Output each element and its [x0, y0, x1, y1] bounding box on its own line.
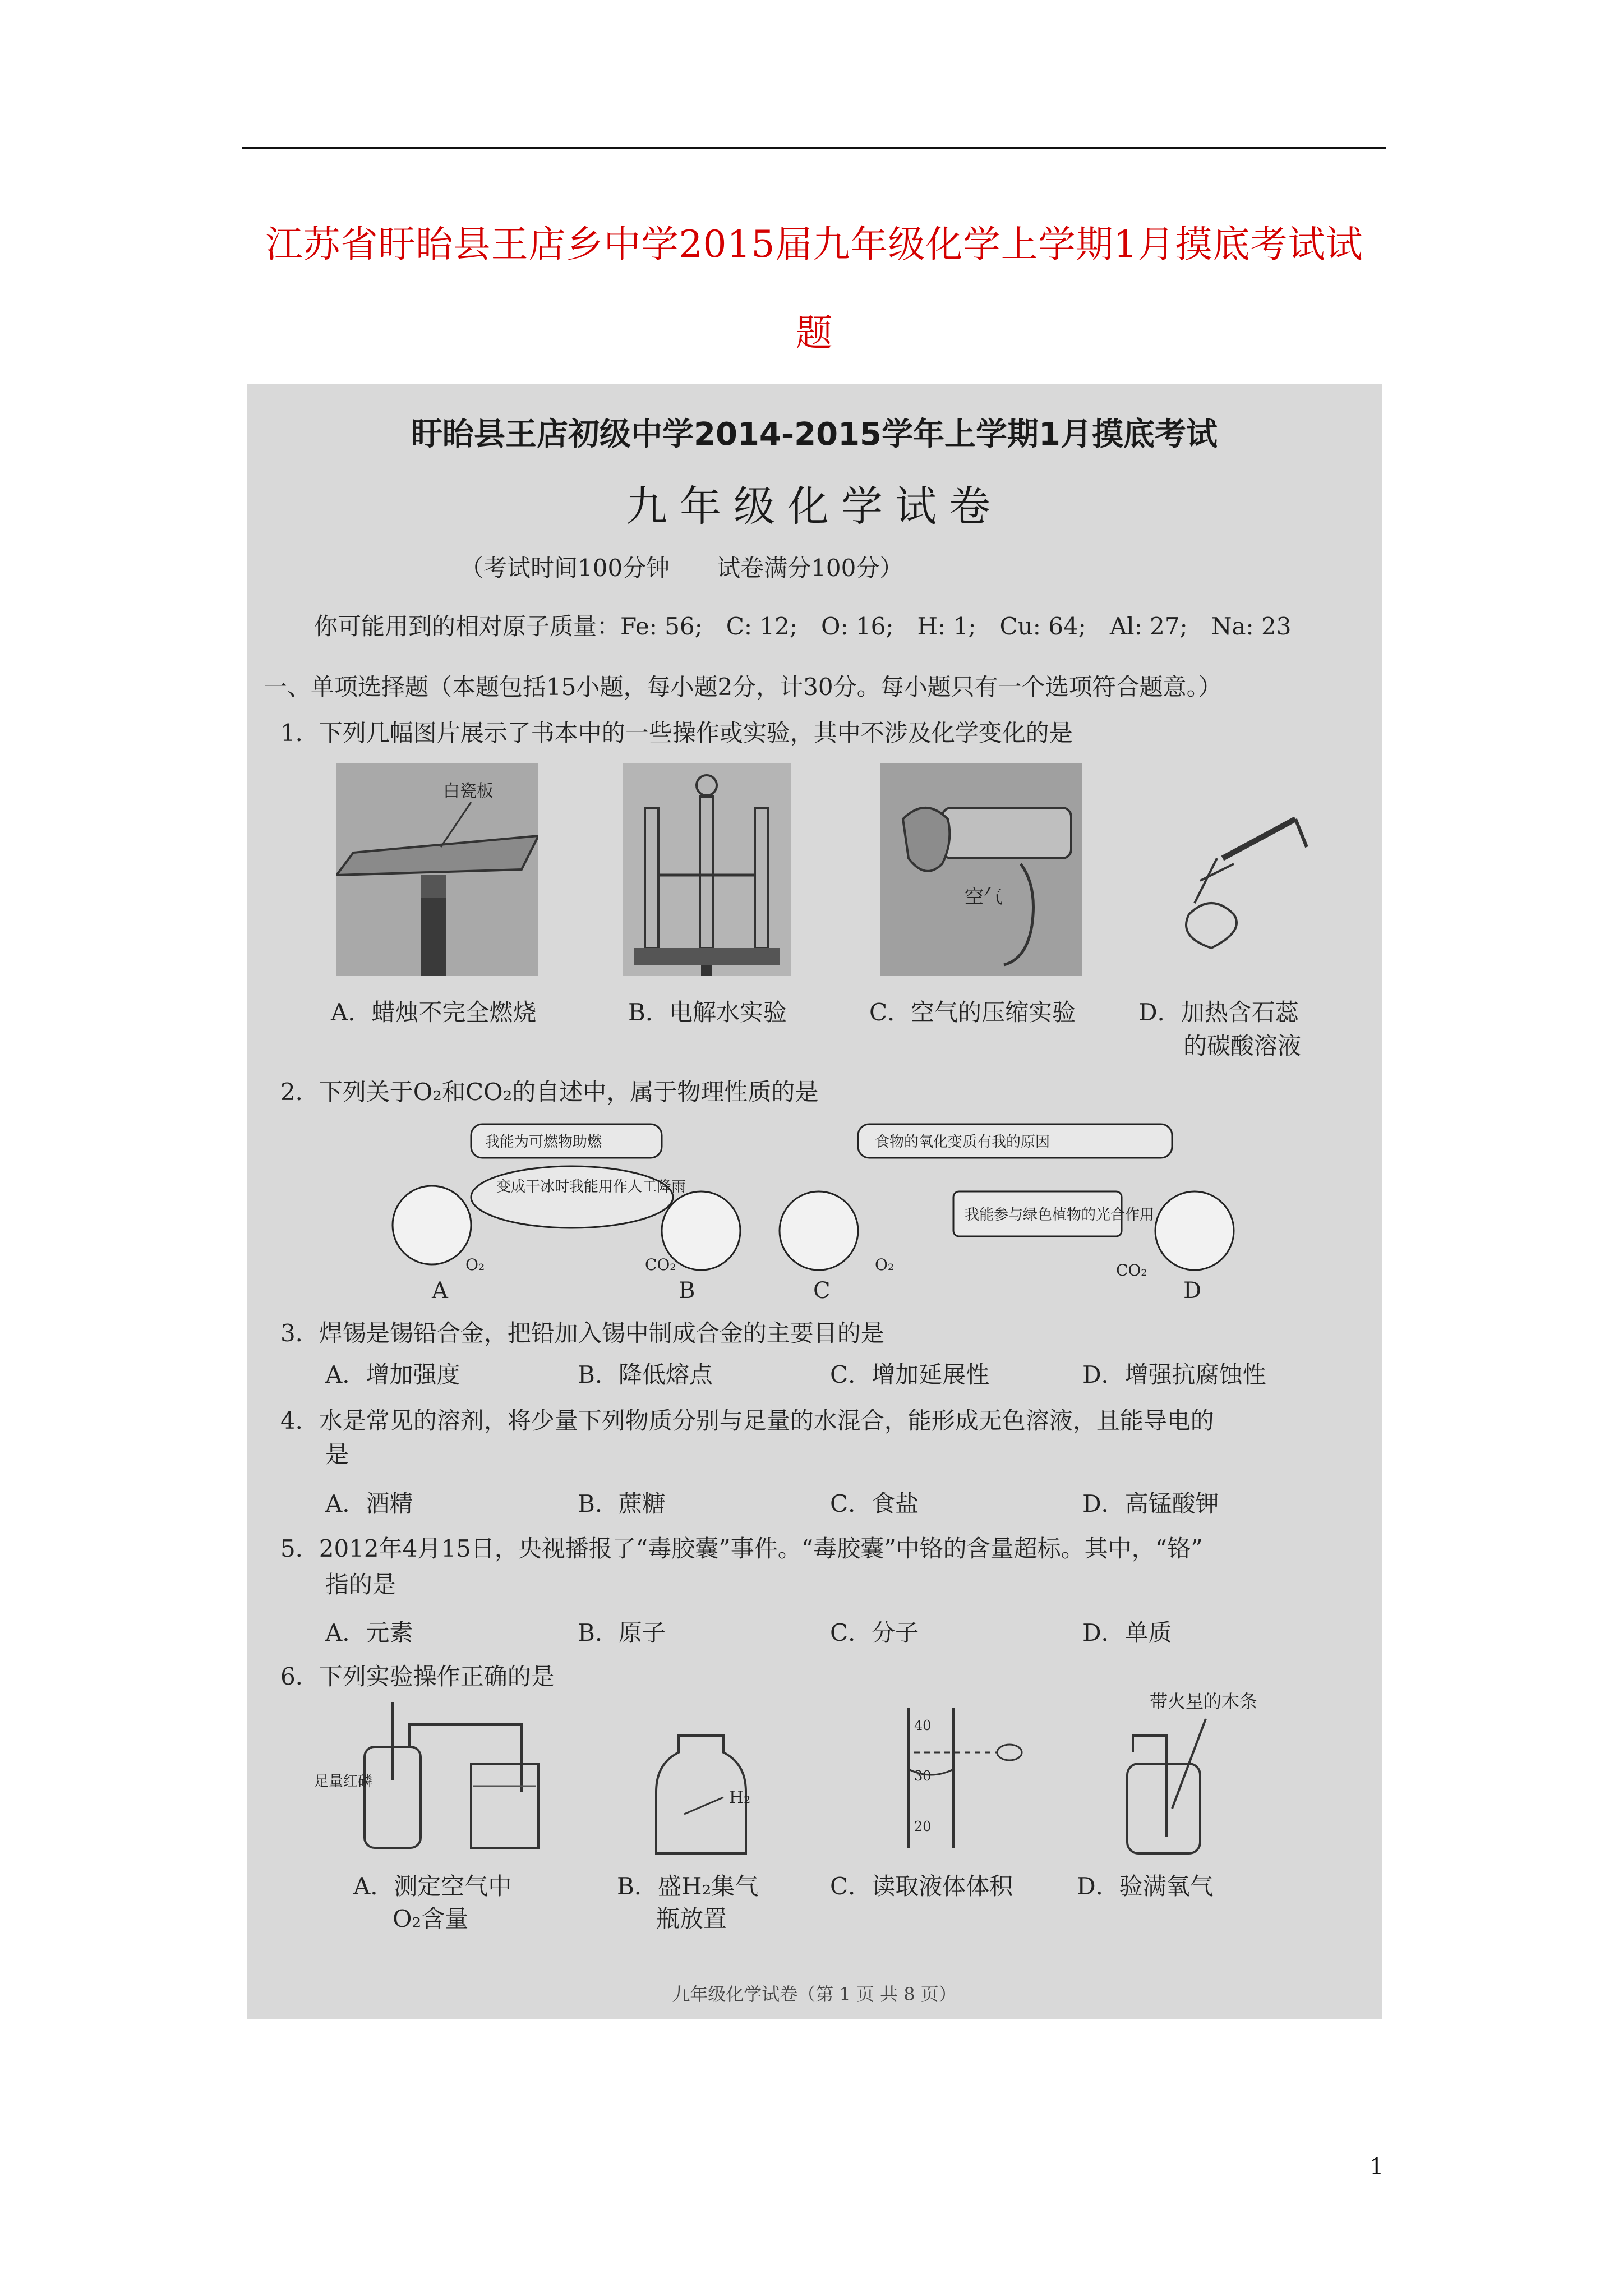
q5-option-b: B．原子: [578, 1619, 666, 1646]
q2-label-c: C: [813, 1278, 831, 1304]
atomic-masses: 你可能用到的相对原子质量：Fe: 56; C: 12; O: 16; H: 1; Cu: 64; Al: 27; Na: 23: [314, 613, 1292, 640]
question-6-stem: 6．下列实验操作正确的是: [280, 1663, 555, 1690]
q2-figure: [387, 1119, 1312, 1304]
q2-bubble-d: 我能参与绿色植物的光合作用: [965, 1207, 1155, 1223]
question-4-stem: 4．水是常见的溶剂，将少量下列物质分别与足量的水混合，能形成无色溶液，且能导电的: [280, 1407, 1214, 1434]
q3-option-a: A．增加强度: [325, 1361, 460, 1388]
scan-footer: 九年级化学试卷（第 1 页 共 8 页）: [672, 1984, 957, 2005]
q2-o2-c: O₂: [875, 1255, 895, 1274]
q2-bubble-c: 食物的氧化变质有我的原因: [875, 1134, 1050, 1151]
q5-option-c: C．分子: [830, 1619, 919, 1646]
q3-option-d: D．增强抗腐蚀性: [1082, 1361, 1266, 1388]
school-line: 盱眙县王店初级中学2014-2015学年上学期1月摸底考试: [411, 416, 1218, 453]
header-rule: [242, 147, 1386, 149]
question-2-stem: 2．下列关于O₂和CO₂的自述中，属于物理性质的是: [280, 1078, 819, 1106]
document-title: 江苏省盱眙县王店乡中学2015届九年级化学上学期1月摸底考试试: [265, 223, 1363, 266]
q1-fig-a-label: 白瓷板: [443, 781, 494, 801]
paper-title: 九年级化学试卷: [626, 482, 1003, 531]
q6-option-b-cont: 瓶放置: [656, 1905, 727, 1932]
question-1-stem: 1．下列几幅图片展示了书本中的一些操作或实验，其中不涉及化学变化的是: [280, 719, 1073, 747]
q6-figure-c: [875, 1708, 1043, 1853]
q2-bubble-b: 变成干冰时我能用作人工降雨: [496, 1179, 686, 1195]
q5-option-a: A．元素: [325, 1619, 413, 1646]
q6-figure-a: [303, 1691, 544, 1859]
q1-option-b: B．电解水实验: [628, 999, 787, 1026]
q2-co2-b: CO₂: [645, 1255, 676, 1274]
q4-option-a: A．酒精: [325, 1490, 413, 1517]
question-3-stem: 3．焊锡是锡铅合金，把铅加入锡中制成合金的主要目的是: [280, 1319, 884, 1347]
q4-option-c: C．食盐: [830, 1490, 919, 1517]
q6-fig-a-label: 足量红磷: [314, 1773, 373, 1790]
q1-figure-d: [1178, 797, 1312, 976]
q6-option-b: B．盛H₂集气: [617, 1872, 759, 1900]
q1-figure-b: [623, 763, 791, 976]
q6-option-d: D．验满氧气: [1077, 1872, 1214, 1900]
page-number: 1: [1370, 2154, 1384, 2180]
q6-fig-b-label: H₂: [729, 1788, 751, 1807]
q1-figure-c: [880, 763, 1082, 976]
q2-o2-a: O₂: [465, 1255, 485, 1274]
scanned-exam-page: [247, 384, 1382, 2019]
question-5-stem-cont: 指的是: [325, 1571, 396, 1598]
q6-tick-30: 30: [914, 1768, 932, 1784]
exam-info: （考试时间100分钟 试卷满分100分）: [460, 554, 903, 582]
q2-label-d: D: [1183, 1278, 1202, 1304]
q2-label-b: B: [679, 1278, 695, 1304]
q6-tick-40: 40: [914, 1718, 932, 1733]
q1-option-c: C．空气的压缩实验: [869, 999, 1076, 1026]
q1-option-d: D．加热含石蕊: [1138, 999, 1299, 1026]
q1-option-a: A．蜡烛不完全燃烧: [331, 999, 537, 1026]
q6-figure-d: [1099, 1691, 1335, 1859]
question-4-stem-cont: 是: [325, 1441, 349, 1468]
q4-option-d: D．高锰酸钾: [1082, 1490, 1219, 1517]
question-5-stem: 5．2012年4月15日，央视播报了“毒胶囊”事件。“毒胶囊”中铬的含量超标。其中，“铬”: [280, 1535, 1203, 1562]
q4-option-b: B．蔗糖: [578, 1490, 666, 1517]
q1-fig-c-label: 空气: [965, 886, 1003, 908]
q6-option-a-cont: O₂含量: [393, 1905, 469, 1932]
document-title-cont: 题: [795, 311, 833, 355]
section-heading: 一、单项选择题（本题包括15小题，每小题2分，计30分。每小题只有一个选项符合题意。）: [264, 673, 1222, 701]
q6-option-a: A．测定空气中: [353, 1872, 512, 1900]
q3-option-c: C．增加延展性: [830, 1361, 990, 1388]
q3-option-b: B．降低熔点: [578, 1361, 713, 1388]
q2-label-a: A: [432, 1278, 448, 1304]
q6-fig-d-label: 带火星的木条: [1150, 1691, 1258, 1712]
q2-bubble-a: 我能为可燃物助燃: [485, 1134, 602, 1151]
q6-option-c: C．读取液体体积: [830, 1872, 1013, 1900]
q5-option-d: D．单质: [1082, 1619, 1172, 1646]
q6-figure-b: [639, 1730, 774, 1859]
q6-tick-20: 20: [914, 1819, 932, 1834]
q1-figure-a: [336, 763, 538, 976]
q2-co2-d: CO₂: [1116, 1261, 1147, 1280]
q1-option-d-cont: 的碳酸溶液: [1183, 1032, 1302, 1060]
